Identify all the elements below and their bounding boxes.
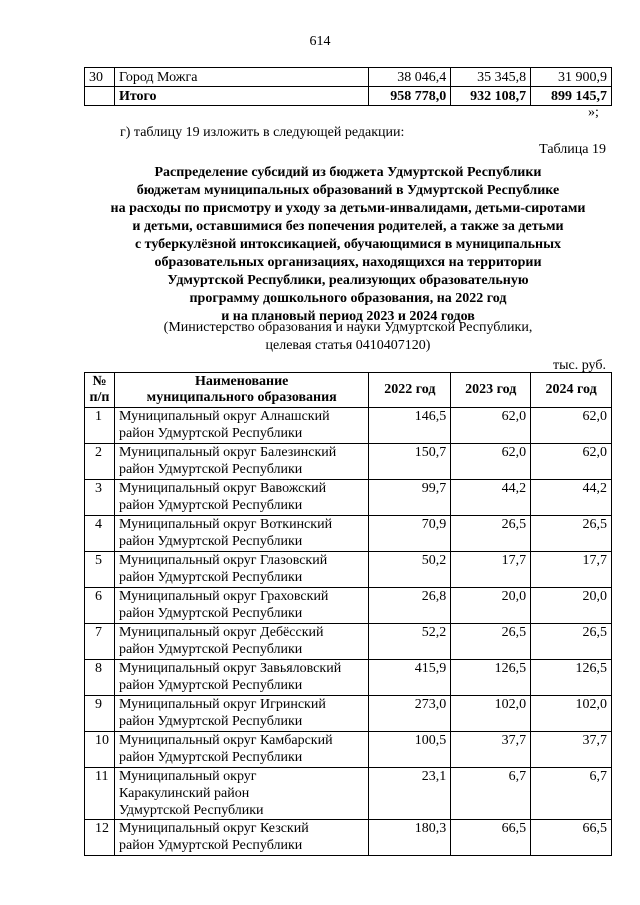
value-2022: 180,3 [369, 820, 451, 856]
title-line: бюджетам муниципальных образований в Удмуртской Республике [136, 183, 560, 198]
value-2024: 17,7 [531, 552, 612, 588]
instruction-text: г) таблицу 19 изложить в следующей редакции: [120, 125, 405, 140]
total-2023: 932 108,7 [451, 87, 531, 106]
value-2024: 102,0 [531, 696, 612, 732]
name-line: Муниципальный округ [118, 769, 257, 784]
table-row [85, 408, 612, 444]
municipality-name [114, 480, 368, 516]
name-line: Муниципальный округ Алнашский [118, 409, 330, 424]
header-name-line1: Наименование [195, 374, 289, 389]
row-number: 1 [85, 408, 115, 444]
row-number: 10 [85, 732, 115, 768]
row-number: 5 [85, 552, 115, 588]
value-2023: 126,5 [451, 660, 531, 696]
municipality-name [114, 696, 368, 732]
table-row [85, 552, 612, 588]
value-2022: 23,1 [369, 768, 451, 820]
total-label: Итого [114, 87, 368, 106]
value-2023: 20,0 [451, 588, 531, 624]
title-line: и на плановый период 2023 и 2024 годов [221, 309, 475, 324]
value-2024: 44,2 [531, 480, 612, 516]
row-number: 30 [85, 68, 115, 87]
municipality-name [114, 624, 368, 660]
name-line: Удмуртской Республики [118, 803, 264, 818]
table-row [85, 660, 612, 696]
subsidy-table [84, 372, 612, 856]
municipality-name [114, 820, 368, 856]
title-line: с туберкулёзной интоксикацией, обучающимися в муниципальных [134, 237, 562, 252]
name-line: Муниципальный округ Граховский [118, 589, 329, 604]
header-num-line2: п/п [89, 390, 110, 405]
header-row [85, 373, 612, 408]
value-2022: 99,7 [369, 480, 451, 516]
name-line: Муниципальный округ Завьяловский [118, 661, 342, 676]
table-row [85, 480, 612, 516]
name-line: Муниципальный округ Кезский [118, 821, 309, 836]
title-line: и детьми, оставшимися без попечения родителей, а также за детьми [132, 219, 564, 234]
value-2023: 17,7 [451, 552, 531, 588]
title-line: на расходы по присмотру и уходу за детьми-инвалидами, детьми-сиротами [110, 201, 586, 216]
name-line: район Удмуртской Республики [118, 714, 303, 729]
closing-quote: »; [588, 105, 599, 120]
row-number: 3 [85, 480, 115, 516]
value-2023: 37,7 [451, 732, 531, 768]
value-2024: 126,5 [531, 660, 612, 696]
municipality-name [114, 588, 368, 624]
page-number: 614 [309, 34, 331, 49]
row-number: 7 [85, 624, 115, 660]
name-line: район Удмуртской Республики [118, 426, 303, 441]
value-2022: 100,5 [369, 732, 451, 768]
name-line: Муниципальный округ Воткинский [118, 517, 333, 532]
value-2024: 26,5 [531, 624, 612, 660]
name-line: район Удмуртской Республики [118, 606, 303, 621]
previous-table-tail [84, 67, 612, 106]
title-line: программу дошкольного образования, на 2022 год [189, 291, 507, 306]
value-2023: 44,2 [451, 480, 531, 516]
municipality-name: Город Можга [114, 68, 368, 87]
name-line: Муниципальный округ Камбарский [118, 733, 333, 748]
table-row [85, 624, 612, 660]
row-number: 11 [85, 768, 115, 820]
table-row [85, 444, 612, 480]
municipality-name [114, 516, 368, 552]
value-2023: 35 345,8 [451, 68, 531, 87]
table-row [85, 696, 612, 732]
subtitle-line: целевая статья 0410407120) [265, 338, 431, 353]
row-number: 2 [85, 444, 115, 480]
name-line: район Удмуртской Республики [118, 534, 303, 549]
value-2024: 37,7 [531, 732, 612, 768]
municipality-name [114, 552, 368, 588]
municipality-name [114, 768, 368, 820]
value-2023: 62,0 [451, 408, 531, 444]
name-line: район Удмуртской Республики [118, 678, 303, 693]
name-line: район Удмуртской Республики [118, 462, 303, 477]
row-number [85, 87, 115, 106]
value-2024: 66,5 [531, 820, 612, 856]
value-2024: 31 900,9 [531, 68, 612, 87]
table-row [85, 68, 612, 87]
value-2024: 62,0 [531, 444, 612, 480]
name-line: район Удмуртской Республики [118, 570, 303, 585]
value-2023: 6,7 [451, 768, 531, 820]
header-2023: 2023 год [451, 373, 531, 408]
name-line: район Удмуртской Республики [118, 642, 303, 657]
name-line: район Удмуртской Республики [118, 498, 303, 513]
municipality-name [114, 408, 368, 444]
total-2024: 899 145,7 [531, 87, 612, 106]
value-2024: 26,5 [531, 516, 612, 552]
table-number: Таблица 19 [539, 142, 606, 157]
name-line: район Удмуртской Республики [118, 750, 303, 765]
value-2022: 50,2 [369, 552, 451, 588]
row-number: 9 [85, 696, 115, 732]
header-2024: 2024 год [531, 373, 612, 408]
value-2022: 70,9 [369, 516, 451, 552]
value-2023: 66,5 [451, 820, 531, 856]
header-name-line2: муниципального образования [146, 390, 337, 405]
value-2023: 26,5 [451, 516, 531, 552]
header-num [85, 373, 115, 408]
municipality-name [114, 444, 368, 480]
value-2024: 62,0 [531, 408, 612, 444]
table-row [85, 732, 612, 768]
name-line: Муниципальный округ Вавожский [118, 481, 327, 496]
title-line: Удмуртской Республики, реализующих образовательную [167, 273, 529, 288]
table-row [85, 820, 612, 856]
header-num-line1: № [92, 374, 107, 389]
title-line: Распределение субсидий из бюджета Удмуртской Республики [154, 165, 542, 180]
name-line: Каракулинский район [118, 786, 250, 801]
name-line: район Удмуртской Республики [118, 838, 303, 853]
name-line: Муниципальный округ Глазовский [118, 553, 328, 568]
value-2022: 146,5 [369, 408, 451, 444]
units-label: тыс. руб. [553, 358, 606, 373]
value-2022: 273,0 [369, 696, 451, 732]
table-subtitle [80, 319, 616, 355]
municipality-name [114, 732, 368, 768]
subtitle-line: (Министерство образования и науки Удмуртской Республики, [163, 320, 533, 335]
value-2024: 6,7 [531, 768, 612, 820]
table-row [85, 516, 612, 552]
name-line: Муниципальный округ Игринский [118, 697, 326, 712]
header-2022: 2022 год [369, 373, 451, 408]
row-number: 4 [85, 516, 115, 552]
total-2022: 958 778,0 [369, 87, 451, 106]
total-row [85, 87, 612, 106]
value-2022: 52,2 [369, 624, 451, 660]
municipality-name [114, 660, 368, 696]
value-2022: 26,8 [369, 588, 451, 624]
value-2022: 38 046,4 [369, 68, 451, 87]
row-number: 8 [85, 660, 115, 696]
row-number: 6 [85, 588, 115, 624]
table-title [80, 164, 616, 326]
header-name [114, 373, 368, 408]
name-line: Муниципальный округ Балезинский [118, 445, 337, 460]
table-row [85, 588, 612, 624]
value-2023: 26,5 [451, 624, 531, 660]
row-number: 12 [85, 820, 115, 856]
value-2022: 415,9 [369, 660, 451, 696]
table-row [85, 768, 612, 820]
title-line: образовательных организациях, находящихся на территории [154, 255, 542, 270]
value-2023: 62,0 [451, 444, 531, 480]
name-line: Муниципальный округ Дебёсский [118, 625, 324, 640]
value-2022: 150,7 [369, 444, 451, 480]
value-2023: 102,0 [451, 696, 531, 732]
value-2024: 20,0 [531, 588, 612, 624]
